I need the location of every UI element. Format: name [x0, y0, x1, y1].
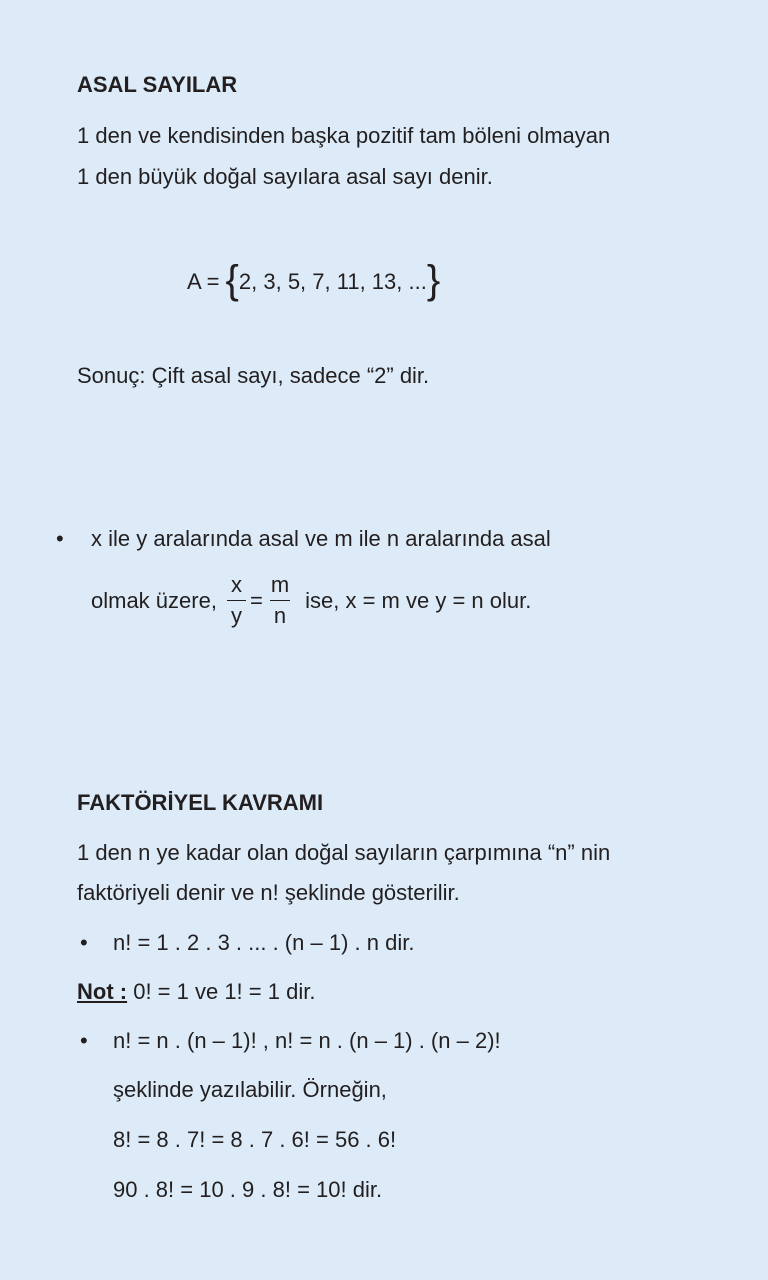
faktoriyel-expansion: n! = n . (n – 1)! , n! = n . (n – 1) . (n – 2)!: [113, 1028, 501, 1053]
faktoriyel-example2: 90 . 8! = 10 . 9 . 8! = 10! dir.: [113, 1177, 383, 1202]
set-open-brace: {: [225, 258, 239, 302]
asal-result: Sonuç: Çift asal sayı, sadece “2” dir.: [77, 363, 430, 388]
faktoriyel-example1: 8! = 8 . 7! = 8 . 7 . 6! = 56 . 6!: [113, 1127, 397, 1152]
asal-set: [187, 254, 441, 302]
fraction-x-over-y: [227, 570, 246, 631]
asal-definition-line2: 1 den büyük doğal sayılara asal sayı denir.: [77, 164, 493, 189]
asal-title: ASAL SAYILAR: [77, 72, 238, 97]
faktoriyel-definition: n! = 1 . 2 . 3 . ... . (n – 1) . n dir.: [113, 930, 415, 955]
faktoriyel-bullet1: •: [80, 930, 88, 955]
frac2-denominator: n: [270, 600, 290, 631]
note-text: 0! = 1 ve 1! = 1 dir.: [127, 979, 316, 1004]
rule-bullet: •: [56, 526, 64, 551]
rule-suffix: ise, x = m ve y = n olur.: [305, 587, 532, 613]
faktoriyel-example-intro: şeklinde yazılabilir. Örneğin,: [113, 1077, 387, 1102]
note-label: Not :: [77, 979, 128, 1004]
rule-line2: [91, 570, 531, 631]
set-elements: 2, 3, 5, 7, 11, 13, ...: [238, 269, 427, 294]
faktoriyel-note: [77, 979, 315, 1005]
rule-line1: x ile y aralarında asal ve m ile n aralarında asal: [91, 526, 551, 551]
frac2-numerator: m: [270, 572, 290, 597]
faktoriyel-title: FAKTÖRİYEL KAVRAMI: [77, 790, 324, 815]
faktoriyel-bullet2: •: [80, 1028, 88, 1053]
faktoriyel-line1: 1 den n ye kadar olan doğal sayıların çarpımına “n” nin: [77, 840, 611, 865]
frac1-numerator: x: [230, 572, 242, 597]
set-prefix: A =: [187, 269, 220, 294]
asal-definition-line1: 1 den ve kendisinden başka pozitif tam böleni olmayan: [77, 123, 611, 148]
rule-equals: =: [249, 587, 263, 613]
set-close-brace: }: [426, 258, 441, 302]
rule-prefix: olmak üzere,: [91, 587, 217, 613]
fraction-m-over-n: [267, 570, 293, 631]
faktoriyel-line2: faktöriyeli denir ve n! şeklinde gösterilir.: [77, 880, 460, 905]
frac1-denominator: y: [227, 600, 246, 631]
